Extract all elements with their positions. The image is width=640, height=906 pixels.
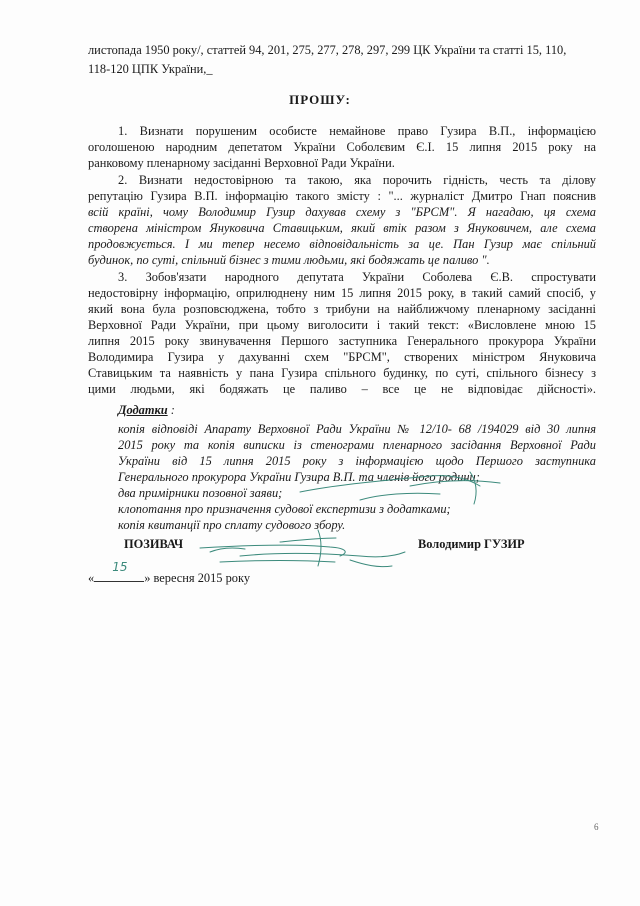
attachment-line-6: клопотання про призначення судової експертизи з додатками; [118,502,451,516]
item2-line-4: створена міністром Януковича Ставицьким, який втік разом з Януковичем, але схема [88,221,596,235]
attachment-line-7: копія квитанції про сплату судового збору. [118,518,346,532]
attachment-line-5: два примірники позовної заяви; [118,486,283,500]
attachment-line-2: 2015 року та копія виписки із стенограми пленарного засідання Верховної Ради [118,438,596,452]
item3-line-4: Верховної Ради України, при цьому виголосити і такий текст: «Висловлене мною 15 [88,318,596,332]
attachments-header [118,402,175,418]
item3-line-1: 3. Зобов'язати народного депутата України Соболева Є.В. спростувати [118,270,596,284]
attachments-colon: : [167,403,175,417]
item3-line-7: Ставицьким та наявність у пана Гузира спільного будинку, по суті, спільного бізнесу з [88,366,596,380]
item2-line-2: репутацію Гузира В.П. інформацію такого змісту : "... журналіст Дмитро Гнап пояснив [88,189,596,203]
item1-line-3: ранковому пленарному засіданні Верховної Ради України. [88,156,395,170]
item1-line-1: 1. Визнати порушеним особисте немайнове право Гузира В.П., інформацією [118,124,596,138]
date-open-quote: « [88,571,95,585]
item3-line-8: цими людьми, які бодяжать це паливо – все це не відповідає дійсності». [88,382,596,396]
item1-line-2: оголошеною народним депетатом України Соболєвим Є.І. 15 липня 2015 року на [88,140,596,154]
item3-line-3: який вона була розповсюджена, тобто з трибуни на найближчому пленарному засіданні [88,302,596,316]
attachment-line-4: Генерального прокурора України Гузира В.П. та членів його родини; [118,470,480,484]
attachment-line-3: України від 15 липня 2015 року з інформацією щодо Першого заступника [118,454,596,468]
date-line [88,560,251,586]
date-rest: » вересня 2015 року [144,571,251,585]
item3-line-6: Володимира Гузира у дахуванні схем "БРСМ", створених міністром Януковича [88,350,596,364]
page-number: 6 [594,822,599,832]
item3-line-2: недостовірну інформацію, оприлюднену ним 15 липня 2015 року, в такий самий спосіб, у [88,286,596,300]
attachments-title: Додатки [118,403,168,417]
item2-line-1: 2. Визнати недостовірною та такою, яка порочить гідність, честь та ділову [118,173,596,187]
attachment-line-1: копія відповіді Апарату Верховної Ради України № 12/10- 68 /194029 від 30 липня [118,422,596,436]
date-day-handwritten: 15 [112,560,128,574]
intro-line-2: 118-120 ЦПК України,_ [88,62,213,76]
plaintiff-label: ПОЗИВАЧ [124,537,184,551]
item2-line-6: будинок, по суті, спільний бізнес з тими людьми, які бодяжать це паливо ". [88,253,490,267]
plaintiff-name: Володимир ГУЗИР [418,537,525,551]
request-heading: ПРОШУ: [289,92,351,107]
date-day-field [94,560,144,582]
intro-line-1: листопада 1950 року/, статтей 94, 201, 275, 277, 278, 297, 299 ЦК України та статті 15, 110, [88,43,567,57]
item3-line-5: липня 2015 року звинувачення Першого заступника Генерального прокурора України [88,334,596,348]
item2-line-3: всій країні, чому Володимир Гузир дахував схему з "БРСМ". Я нагадаю, ця схема [88,205,596,219]
item2-line-5: продовжується. І ми тепер несемо відповідальність за це. Пан Гузир має спільний [88,237,596,251]
